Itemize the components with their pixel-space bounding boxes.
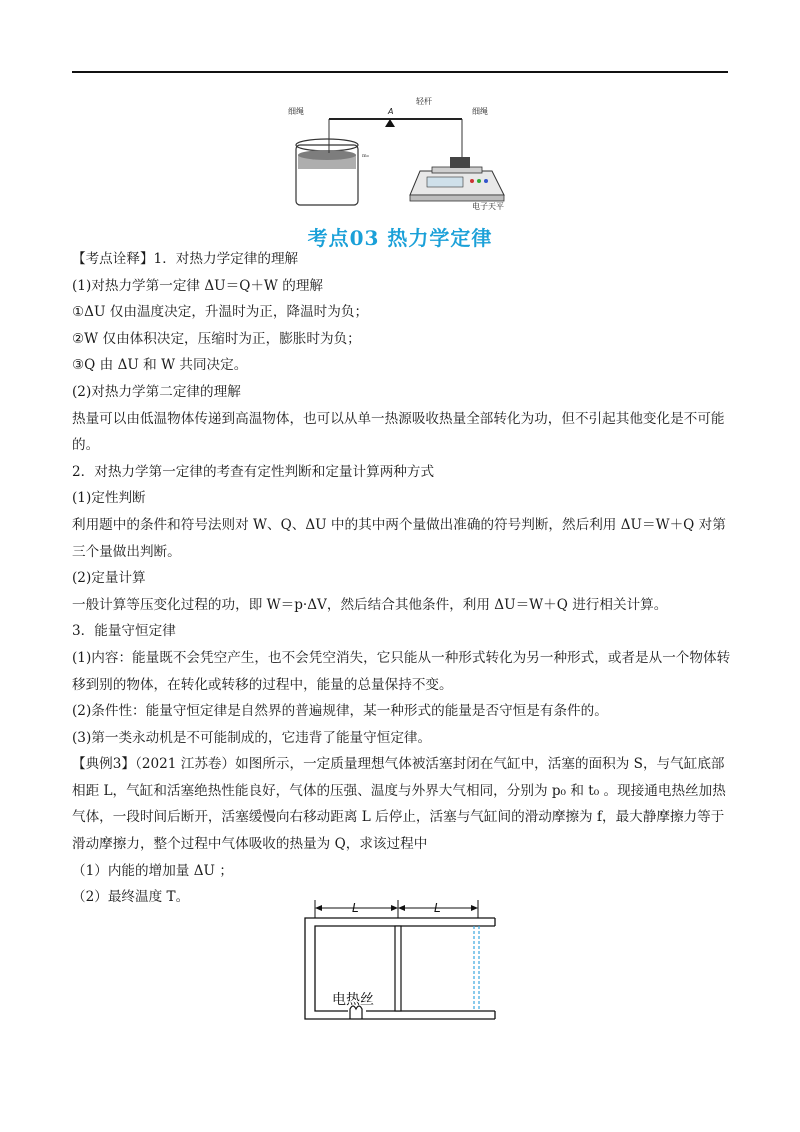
paragraph: (1)对热力学第一定律 ΔU＝Q＋W 的理解 [72, 277, 324, 294]
paragraph: ①ΔU 仅由温度决定，升温时为正，降温时为负； [72, 304, 369, 321]
paragraph: (2)定量计算 [72, 570, 146, 587]
paragraph: 【典例3】（2021 江苏卷）如图所示，一定质量理想气体被活塞封闭在气缸中，活塞的面积为 S，与气缸底部相距 L，气缸和活塞绝热性能良好，气体的压强、温度与外界大气相同，分别为 p₀ 和 t₀ 。现接通电热丝加热气体，一段时间后断开，活塞缓慢向右移动距离 L 后停止，活塞与气缸间的滑动摩擦为 f，最大静摩擦力等于滑动摩擦力，整个过程中气体吸收的热量为 Q，求该过程中 [72, 756, 726, 853]
svg-text:m₀: m₀ [362, 153, 369, 159]
section-title: 考点03 热力学定律 [307, 226, 493, 250]
paragraph: 热量可以由低温物体传递到高温物体，也可以从单一热源吸收热量全部转化为功，但不引起其他变化是不可能的。 [72, 410, 725, 454]
label-scale: 电子天平 [472, 202, 504, 211]
paragraph: 【考点诠释】1．对热力学定律的理解 [72, 251, 299, 267]
paragraph: 利用题中的条件和符号法则对 W、Q、ΔU 中的其中两个量做出准确的符号判断，然后利用 ΔU＝W＋Q 对第三个量做出判断。 [72, 516, 726, 560]
body-text [72, 246, 732, 911]
header-rule [72, 71, 728, 73]
label-lever: 轻杆 [416, 97, 432, 106]
paragraph: (2)条件性：能量守恒定律是自然界的普遍规律，某一种形式的能量是否守恒是有条件的。 [72, 703, 608, 720]
label-rope-left: 细绳 [288, 107, 304, 116]
paragraph: 2．对热力学第一定律的考查有定性判断和定量计算两种方式 [72, 463, 435, 480]
label-point-a: A [388, 107, 394, 116]
paragraph: 3．能量守恒定律 [72, 623, 176, 640]
dim-left-label: L [352, 901, 359, 915]
heater-label: 电热丝 [332, 992, 374, 1008]
lever-balance-figure [282, 95, 514, 211]
paragraph: （2）最终温度 T。 [72, 889, 190, 906]
dim-right-label: L [434, 901, 441, 915]
cylinder-piston-figure [290, 896, 505, 1034]
paragraph: (1)内容：能量既不会凭空产生，也不会凭空消失，它只能从一种形式转化为另一种形式，或者是从一个物体转移到别的物体，在转化或转移的过程中，能量的总量保持不变。 [72, 649, 731, 693]
paragraph: (1)定性判断 [72, 490, 146, 507]
paragraph: (2)对热力学第二定律的理解 [72, 383, 241, 400]
paragraph: （1）内能的增加量 ΔU ； [72, 862, 233, 879]
paragraph: ③Q 由 ΔU 和 W 共同决定。 [72, 357, 248, 374]
label-rope-right: 细绳 [472, 107, 488, 116]
paragraph: 一般计算等压变化过程的功，即 W＝p·ΔV，然后结合其他条件，利用 ΔU＝W＋Q 进行相关计算。 [72, 596, 668, 613]
paragraph: ②W 仅由体积决定，压缩时为正，膨胀时为负； [72, 330, 361, 347]
paragraph: (3)第一类永动机是不可能制成的，它违背了能量守恒定律。 [72, 729, 432, 746]
